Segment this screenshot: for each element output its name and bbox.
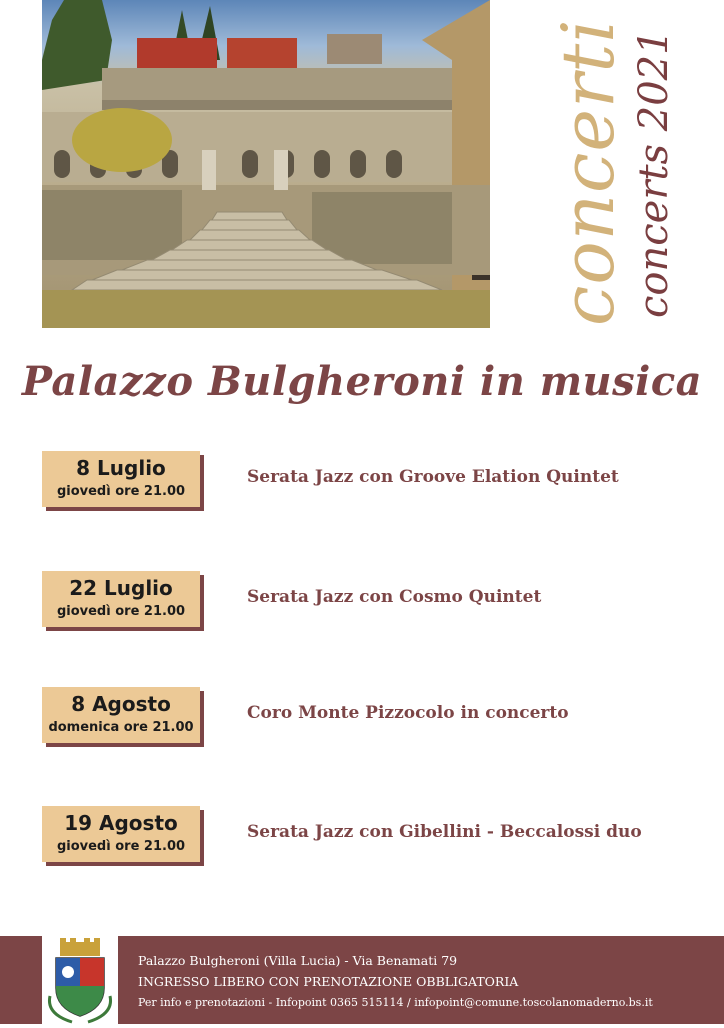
event-time: giovedì ore 21.00 [56, 839, 186, 854]
contact-info: Per info e prenotazioni - Infopoint 0365 515114 / infopoint@comune.toscolanomaderno.bs.it [138, 996, 653, 1009]
event-row [42, 571, 702, 631]
villa-stairs-photo [42, 0, 490, 328]
concerts-2021-vertical-subtitle: concerts 2021 [631, 29, 677, 318]
page-title: Palazzo Bulgheroni in musica [21, 358, 703, 405]
event-date: 22 Luglio [69, 576, 173, 600]
event-time: giovedì ore 21.00 [56, 604, 186, 619]
footer-text [138, 950, 653, 1013]
event-time: domenica ore 21.00 [48, 720, 194, 735]
event-date: 8 Agosto [71, 692, 171, 716]
event-date-box [42, 451, 200, 507]
municipal-crest-icon [42, 936, 118, 1024]
event-date-box [42, 806, 200, 862]
event-row [42, 806, 702, 866]
event-date-box [42, 687, 200, 743]
concerti-vertical-title: concerti [546, 18, 630, 326]
event-title: Serata Jazz con Cosmo Quintet [247, 587, 542, 607]
event-title: Serata Jazz con Gibellini - Beccalossi duo [247, 822, 642, 842]
venue-address: Palazzo Bulgheroni (Villa Lucia) - Via Benamati 79 [138, 953, 458, 968]
event-date-box [42, 571, 200, 627]
event-title: Coro Monte Pizzocolo in concerto [247, 703, 569, 723]
event-row [42, 451, 702, 511]
footer-bar [0, 936, 724, 1024]
event-time: giovedì ore 21.00 [56, 484, 186, 499]
event-date: 8 Luglio [76, 456, 166, 480]
event-row [42, 687, 702, 747]
event-date: 19 Agosto [64, 811, 178, 835]
entry-notice: INGRESSO LIBERO CON PRENOTAZIONE OBBLIGATORIA [138, 974, 519, 989]
event-title: Serata Jazz con Groove Elation Quintet [247, 467, 619, 487]
